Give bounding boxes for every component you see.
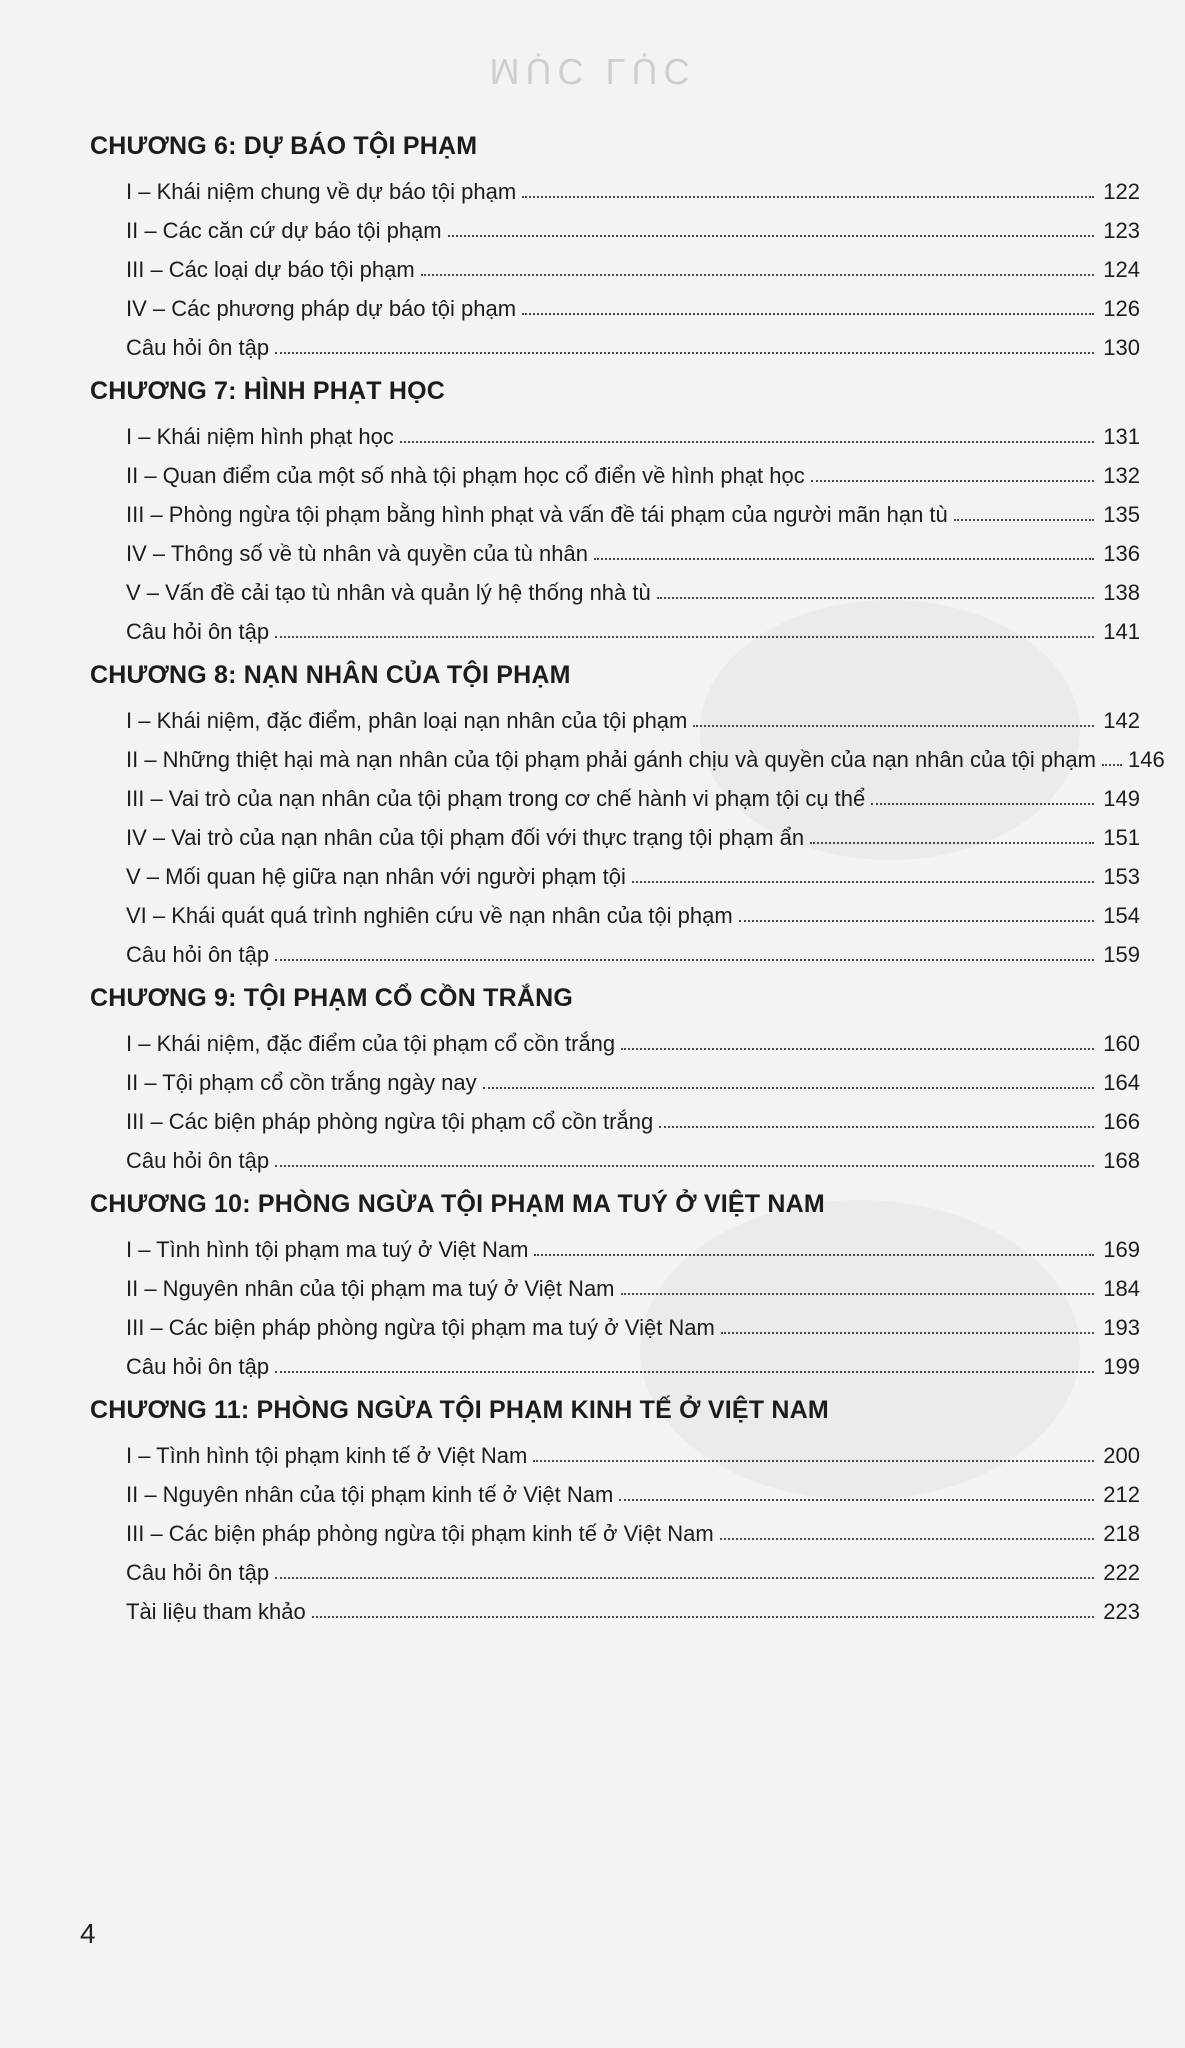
dot-leader [619, 1499, 1094, 1501]
dot-leader [721, 1332, 1094, 1334]
toc-entry-label: III – Các biện pháp phòng ngừa tội phạm ma tuý ở Việt Nam [126, 1315, 715, 1340]
toc-entry-label: I – Khái niệm hình phạt học [126, 424, 394, 449]
toc-entry [90, 205, 1140, 244]
page-number: 4 [80, 1918, 96, 1949]
toc-entry-label: Câu hỏi ôn tập [126, 1148, 270, 1173]
toc-entry [90, 322, 1140, 361]
dot-leader [533, 1460, 1094, 1462]
dot-leader [275, 1577, 1094, 1579]
toc-entry-label: II – Nguyên nhân của tội phạm ma tuý ở Việt Nam [126, 1276, 615, 1301]
dot-leader [811, 480, 1094, 482]
chapter-title: CHƯƠNG 9: TỘI PHẠM CỔ CỒN TRẮNG [90, 984, 573, 1012]
toc-entry [90, 1469, 1140, 1508]
table-of-contents [90, 120, 1165, 1635]
toc-entry-page: 153 [1103, 864, 1140, 889]
toc-entry-page: 130 [1103, 335, 1140, 360]
toc-entry [90, 166, 1140, 205]
toc-entry [90, 1341, 1140, 1380]
toc-entry [90, 1547, 1140, 1586]
dot-leader [275, 959, 1094, 961]
toc-entry-label: V – Vấn đề cải tạo tù nhân và quản lý hệ thống nhà tù [126, 580, 651, 605]
toc-entry [90, 1224, 1140, 1263]
toc-entry-page: 138 [1103, 580, 1140, 605]
chapter-title: CHƯƠNG 11: PHÒNG NGỪA TỘI PHẠM KINH TẾ Ở VIỆT NAM [90, 1396, 829, 1424]
toc-entry [90, 244, 1140, 283]
dot-leader [522, 196, 1094, 198]
dot-leader [657, 597, 1094, 599]
dot-leader [954, 519, 1094, 521]
dot-leader [448, 235, 1094, 237]
toc-chapter [90, 978, 1140, 1174]
toc-entry [90, 1508, 1140, 1547]
toc-entry-page: 164 [1103, 1070, 1140, 1095]
toc-entry-page: 131 [1103, 424, 1140, 449]
dot-leader [739, 920, 1094, 922]
toc-entry [90, 695, 1140, 734]
toc-entry-page: 200 [1103, 1443, 1140, 1468]
toc-entry [90, 929, 1140, 968]
toc-entry-page: 154 [1103, 903, 1140, 928]
toc-entry [90, 1263, 1140, 1302]
dot-leader [275, 1165, 1094, 1167]
toc-entry-page: 166 [1103, 1109, 1140, 1134]
toc-entry-label: II – Quan điểm của một số nhà tội phạm học cổ điển về hình phạt học [126, 463, 805, 488]
toc-entry [90, 606, 1140, 645]
chapter-title: CHƯƠNG 7: HÌNH PHẠT HỌC [90, 377, 446, 405]
toc-entry [90, 411, 1140, 450]
toc-chapter [90, 655, 1165, 968]
toc-entry-page: 199 [1103, 1354, 1140, 1379]
toc-entry-label: Câu hỏi ôn tập [126, 619, 270, 644]
toc-entry [90, 1057, 1140, 1096]
toc-entry-label: II – Nguyên nhân của tội phạm kinh tế ở Việt Nam [126, 1482, 614, 1507]
dot-leader [1102, 764, 1122, 766]
toc-chapter [90, 1390, 1140, 1625]
toc-entry-label: Câu hỏi ôn tập [126, 1560, 270, 1585]
toc-entry [90, 1302, 1140, 1341]
toc-entry-page: 212 [1103, 1482, 1140, 1507]
dot-leader [621, 1293, 1094, 1295]
toc-entry [90, 489, 1140, 528]
toc-entry-label: III – Các biện pháp phòng ngừa tội phạm kinh tế ở Việt Nam [126, 1521, 714, 1546]
toc-entry-page: 146 [1127, 747, 1165, 772]
toc-entry-label: Câu hỏi ôn tập [126, 1354, 270, 1379]
dot-leader [400, 441, 1094, 443]
toc-entry-page: 193 [1103, 1315, 1140, 1340]
toc-entry-label: IV – Các phương pháp dự báo tội phạm [126, 296, 517, 321]
dot-leader [421, 274, 1094, 276]
toc-entry-label: I – Tình hình tội phạm kinh tế ở Việt Nam [126, 1443, 528, 1468]
toc-entry-label: Câu hỏi ôn tập [126, 942, 270, 967]
toc-entry [90, 773, 1140, 812]
dot-leader [621, 1048, 1094, 1050]
toc-entry [90, 283, 1140, 322]
dot-leader [871, 803, 1094, 805]
toc-entry [90, 1135, 1140, 1174]
toc-entry-page: 160 [1103, 1031, 1140, 1056]
dot-leader [810, 842, 1094, 844]
toc-entry-page: 136 [1103, 541, 1140, 566]
toc-entry-page: 135 [1103, 502, 1140, 527]
toc-entry-label: I – Khái niệm, đặc điểm của tội phạm cổ cồn trắng [126, 1031, 616, 1056]
toc-entry-page: 151 [1103, 825, 1140, 850]
dot-leader [534, 1254, 1094, 1256]
toc-entry-page: 132 [1103, 463, 1140, 488]
dot-leader [693, 725, 1094, 727]
toc-chapter [90, 1184, 1140, 1380]
toc-entry-label: I – Tình hình tội phạm ma tuý ở Việt Nam [126, 1237, 529, 1262]
dot-leader [522, 313, 1094, 315]
dot-leader [483, 1087, 1094, 1089]
toc-entry-label: Câu hỏi ôn tập [126, 335, 270, 360]
toc-entry [90, 1096, 1140, 1135]
toc-entry [90, 528, 1140, 567]
toc-entry-page: 141 [1103, 619, 1140, 644]
toc-entry-page: 184 [1103, 1276, 1140, 1301]
toc-entry [90, 1586, 1140, 1625]
toc-entry-page: 122 [1103, 179, 1140, 204]
toc-entry-page: 149 [1103, 786, 1140, 811]
toc-entry-label: II – Những thiệt hại mà nạn nhân của tội phạm phải gánh chịu và quyền của nạn nhân của tội phạm [126, 747, 1096, 772]
toc-entry-page: 218 [1103, 1521, 1140, 1546]
toc-entry-page: 159 [1103, 942, 1140, 967]
toc-entry-label: II – Các căn cứ dự báo tội phạm [126, 218, 442, 243]
chapter-title: CHƯƠNG 8: NẠN NHÂN CỦA TỘI PHẠM [90, 661, 571, 689]
toc-entry-label: III – Các biện pháp phòng ngừa tội phạm cổ cồn trắng [126, 1109, 654, 1134]
chapter-title: CHƯƠNG 6: DỰ BÁO TỘI PHẠM [90, 132, 478, 160]
toc-chapter [90, 371, 1140, 645]
toc-entry-label: I – Khái niệm chung về dự báo tội phạm [126, 179, 517, 204]
toc-entry-label: VI – Khái quát quá trình nghiên cứu về nạn nhân của tội phạm [126, 903, 733, 928]
toc-entry-page: 222 [1103, 1560, 1140, 1585]
toc-entry-label: III – Các loại dự báo tội phạm [126, 257, 415, 282]
toc-entry [90, 450, 1140, 489]
toc-entry-label: III – Phòng ngừa tội phạm bằng hình phạt và vấn đề tái phạm của người mãn hạn tù [126, 502, 948, 527]
toc-entry [90, 734, 1165, 773]
toc-entry-label: I – Khái niệm, đặc điểm, phân loại nạn nhân của tội phạm [126, 708, 688, 733]
toc-entry-label: IV – Vai trò của nạn nhân của tội phạm đối với thực trạng tội phạm ẩn [126, 825, 805, 850]
toc-entry [90, 890, 1140, 929]
toc-entry-page: 169 [1103, 1237, 1140, 1262]
bleed-through-title: MỤC LỤC [489, 51, 696, 92]
toc-entry-label: V – Mối quan hệ giữa nạn nhân với người phạm tội [126, 864, 626, 889]
toc-entry-label: IV – Thông số về tù nhân và quyền của tù nhân [126, 541, 588, 566]
toc-entry-label: Tài liệu tham khảo [126, 1599, 306, 1624]
toc-entry [90, 567, 1140, 606]
dot-leader [659, 1126, 1094, 1128]
toc-chapter [90, 126, 1140, 361]
toc-entry-page: 223 [1103, 1599, 1140, 1624]
toc-entry [90, 1018, 1140, 1057]
toc-entry-label: III – Vai trò của nạn nhân của tội phạm trong cơ chế hành vi phạm tội cụ thể [126, 786, 866, 811]
dot-leader [312, 1616, 1094, 1618]
toc-entry-page: 142 [1103, 708, 1140, 733]
toc-entry-page: 126 [1103, 296, 1140, 321]
toc-entry [90, 812, 1140, 851]
dot-leader [594, 558, 1094, 560]
dot-leader [275, 1371, 1094, 1373]
dot-leader [720, 1538, 1094, 1540]
toc-entry-page: 123 [1103, 218, 1140, 243]
toc-entry [90, 1430, 1140, 1469]
dot-leader [275, 636, 1094, 638]
chapter-title: CHƯƠNG 10: PHÒNG NGỪA TỘI PHẠM MA TUÝ Ở VIỆT NAM [90, 1190, 825, 1218]
dot-leader [275, 352, 1094, 354]
toc-entry-page: 124 [1103, 257, 1140, 282]
toc-entry-label: II – Tội phạm cổ cồn trắng ngày nay [126, 1070, 477, 1095]
dot-leader [632, 881, 1094, 883]
toc-entry-page: 168 [1103, 1148, 1140, 1173]
toc-entry [90, 851, 1140, 890]
